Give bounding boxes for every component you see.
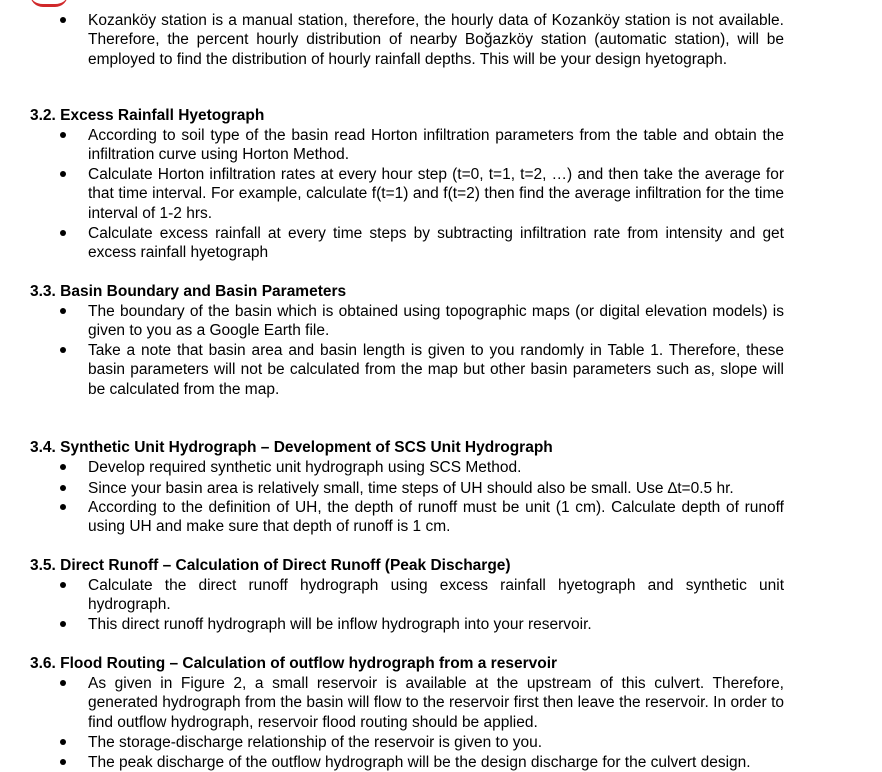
list-item [60,733,790,752]
list-item-text: As given in Figure 2, a small reservoir is available at the upstream of this culvert. Therefore, generated hydrograph from the basin will flow to the reservoir first then leave the reservoir. In order to find outflow hydrograph, reservoir flood routing should be applied. [88,675,784,731]
list-item [60,498,790,537]
bullet-icon [60,17,66,23]
list-item [60,11,790,69]
list-item-text: The storage-discharge relationship of the reservoir is given to you. [88,734,543,751]
list-item [60,165,790,223]
list-item-text: This direct runoff hydrograph will be inflow hydrograph into your reservoir. [88,616,592,633]
list-item-text: The boundary of the basin which is obtained using topographic maps (or digital elevation models) is given to you as a Google Earth file. [88,303,784,340]
list-item-text: Develop required synthetic unit hydrograph using SCS Method. [88,459,522,476]
bullet-icon [60,739,66,745]
section-heading-3-5: 3.5. Direct Runoff – Calculation of Direct Runoff (Peak Discharge) [30,557,511,574]
list-item [60,224,790,263]
list-item [60,341,790,399]
list-item-text: Kozanköy station is a manual station, therefore, the hourly data of Kozanköy station is not available. Therefore, the percent hourly distribution of nearby Boğazköy station (automatic station), will be employed to find the distribution of hourly rainfall depths. This will be your design hyetograph. [88,12,784,68]
section-heading-3-6: 3.6. Flood Routing – Calculation of outflow hydrograph from a reservoir [30,655,558,672]
bullet-icon [60,132,66,138]
list-item [60,126,790,165]
list-item [60,674,790,732]
list-item [60,479,790,498]
list-item [60,615,790,634]
section-heading-3-3: 3.3. Basin Boundary and Basin Parameters [30,283,347,300]
section-heading-3-4: 3.4. Synthetic Unit Hydrograph – Development of SCS Unit Hydrograph [30,439,553,456]
list-item-text: Since your basin area is relatively small, time steps of UH should also be small. Use ∆t=0.5 hr. [88,480,734,497]
bullet-icon [60,308,66,314]
list-item [60,576,790,615]
bullet-icon [60,485,66,491]
bullet-icon [60,680,66,686]
list-item-text: Calculate the direct runoff hydrograph using excess rainfall hyetograph and synthetic unit hydrograph. [88,577,784,614]
list-item [60,458,790,477]
bullet-icon [60,464,66,470]
list-item-text: According to soil type of the basin read Horton infiltration parameters from the table and obtain the infiltration curve using Horton Method. [88,127,784,164]
bullet-icon [60,582,66,588]
bullet-icon [60,759,66,765]
list-item-text: Calculate excess rainfall at every time steps by subtracting infiltration rate from intensity and get excess rainfall hyetograph [88,225,784,262]
list-item-text: According to the definition of UH, the depth of runoff must be unit (1 cm). Calculate depth of runoff using UH and make sure that depth of runoff is 1 cm. [88,499,784,536]
list-item [60,753,790,772]
bullet-icon [60,347,66,353]
list-item [60,302,790,341]
bullet-icon [60,171,66,177]
list-item-text: Calculate Horton infiltration rates at every hour step (t=0, t=1, t=2, …) and then take the average for that time interval. For example, calculate f(t=1) and f(t=2) then find the average infiltration for the time interval of 1-2 hrs. [88,166,784,222]
bullet-icon [60,504,66,510]
list-item-text: The peak discharge of the outflow hydrograph will be the design discharge for the culvert design. [88,754,751,771]
bullet-icon [60,621,66,627]
bullet-icon [60,230,66,236]
section-heading-3-2: 3.2. Excess Rainfall Hyetograph [30,107,265,124]
list-item-text: Take a note that basin area and basin length is given to you randomly in Table 1. Therefore, these basin parameters will not be calculated from the map but other basin parameters such as, slope will be calculated from the map. [88,342,784,398]
